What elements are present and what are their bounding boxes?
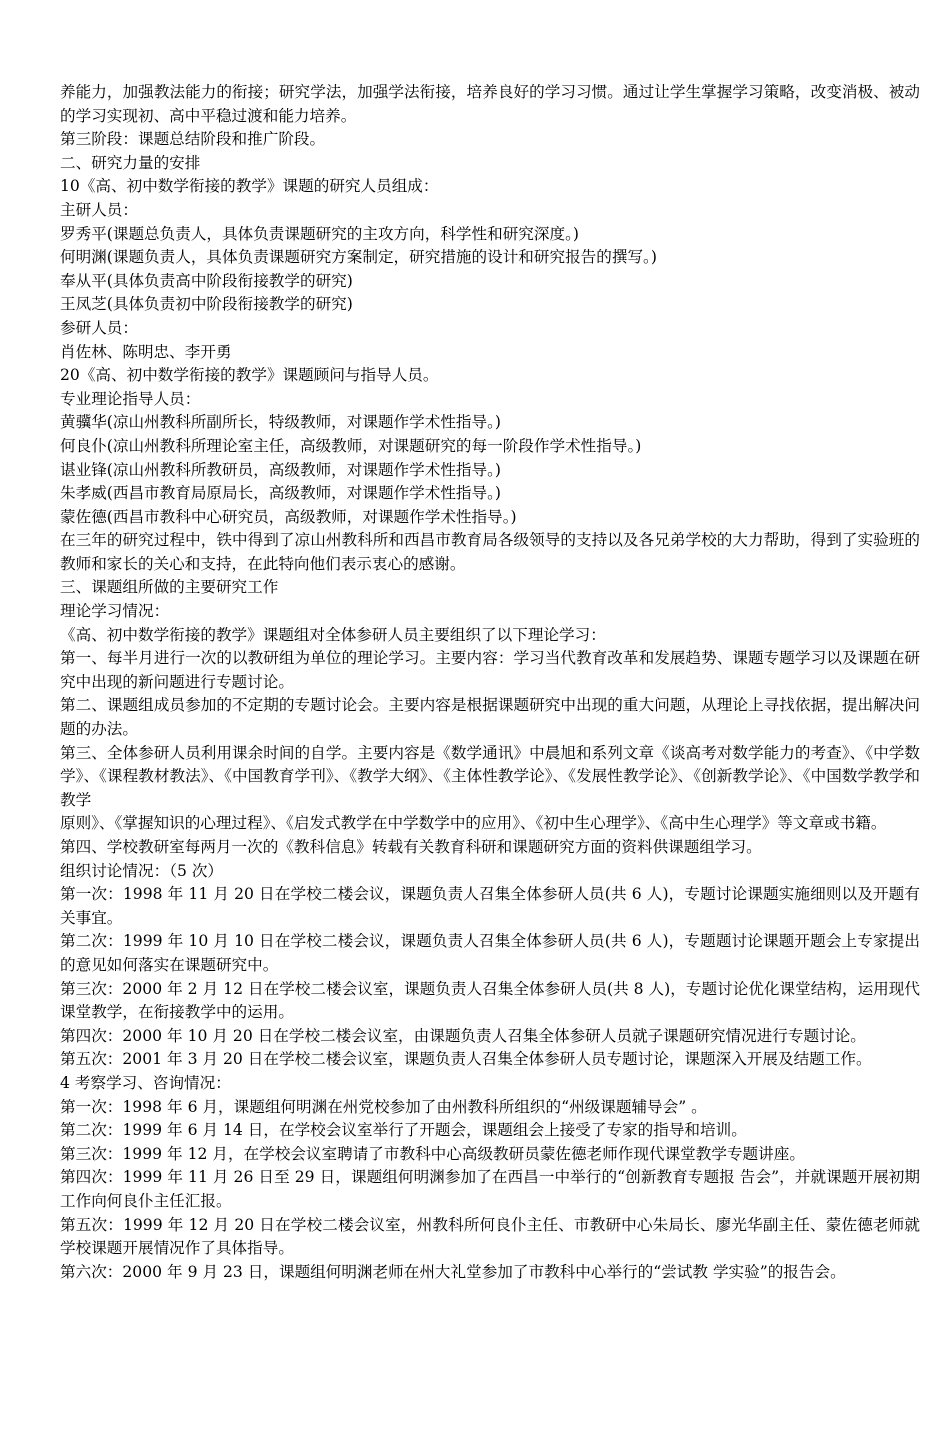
paragraph: 《高、初中数学衔接的教学》课题组对全体参研人员主要组织了以下理论学习：	[60, 625, 606, 644]
paragraph: 罗秀平(课题总负责人，具体负责课题研究的主攻方向，科学性和研究深度。)	[60, 224, 579, 243]
paragraph: 第二次：1999 年 10 月 10 日在学校二楼会议，课题负责人召集全体参研人员(共 6 人)，专题题讨论课题开题会上专家提出的意见如何落实在课题研究中。	[60, 932, 920, 974]
document-body	[60, 81, 920, 1284]
paragraph: 第四次：2000 年 10 月 20 日在学校二楼会议室，由课题负责人召集全体参研人员就子课题研究情况进行专题讨论。	[60, 1026, 866, 1045]
paragraph: 参研人员：	[60, 318, 138, 337]
paragraph: 何良仆(凉山州教科所理论室主任，高级教师，对课题研究的每一阶段作学术性指导。)	[60, 436, 642, 455]
paragraph: 第二、课题组成员参加的不定期的专题讨论会。主要内容是根据课题研究中出现的重大问题，从理论上寻找依据，提出解决问题的办法。	[60, 696, 920, 739]
paragraph: 蒙佐德(西昌市教科中心研究员，高级教师，对课题作学术性指导。)	[60, 507, 517, 526]
paragraph: 黄骥华(凉山州教科所副所长，特级教师，对课题作学术性指导。)	[60, 413, 501, 432]
section-heading: 二、研究力量的安排	[60, 153, 201, 172]
paragraph: 第四、学校教研室每两月一次的《教科信息》转载有关教育科研和课题研究方面的资料供课题组学习。	[60, 838, 762, 856]
paragraph: 第一次：1998 年 11 月 20 日在学校二楼会议，课题负责人召集全体参研人员(共 6 人)，专题讨论课题实施细则以及开题有关事宜。	[60, 885, 920, 927]
section-heading: 三、课题组所做的主要研究工作	[60, 578, 279, 597]
paragraph: 朱孝威(西昌市教育局原局长，高级教师，对课题作学术性指导。)	[60, 484, 501, 503]
paragraph: 第一次：1998 年 6 月，课题组何明渊在州党校参加了由州教科所组织的“州级课题辅导会” 。	[60, 1097, 707, 1116]
paragraph: 组织讨论情况：（5 次）	[60, 861, 224, 880]
paragraph: 养能力，加强教法能力的衔接；研究学法，加强学法衔接，培养良好的学习习惯。通过让学生掌握学习策略，改变消极、被动的学习实现初、高中平稳过渡和能力培养。	[60, 83, 920, 125]
paragraph: 第三次：1999 年 12 月，在学校会议室聘请了市教科中心高级教研员蒙佐德老师作现代课堂教学专题讲座。	[60, 1144, 805, 1163]
paragraph: 第一、每半月进行一次的以教研组为单位的理论学习。主要内容：学习当代教育改革和发展趋势、课题专题学习以及课题在研究中出现的新问题进行专题讨论。	[60, 649, 920, 691]
paragraph: 奉从平(具体负责高中阶段衔接教学的研究)	[60, 271, 353, 290]
paragraph: 专业理论指导人员：	[60, 389, 201, 408]
paragraph: 第三阶段：课题总结阶段和推广阶段。	[60, 130, 326, 149]
paragraph: 第三、全体参研人员利用课余时间的自学。主要内容是《数学通讯》中晨旭和系列文章《谈高考对数学能力的考查》、《中学数学》、《课程教材教法》、《中国教育学刊》、《教学大纲》、《主体性教学论》、《发展性教学论》、《创新教学论》、《中国数学教学和教学	[60, 743, 920, 809]
paragraph: 第二次：1999 年 6 月 14 日，在学校会议室举行了开题会，课题组会上接受了专家的指导和培训。	[60, 1121, 747, 1140]
paragraph: 第三次：2000 年 2 月 12 日在学校二楼会议室，课题负责人召集全体参研人员(共 8 人)，专题讨论优化课堂结构，运用现代课堂教学，在衔接教学中的运用。	[60, 979, 920, 1022]
paragraph: 何明渊(课题负责人，具体负责课题研究方案制定，研究措施的设计和研究报告的撰写。)	[60, 248, 657, 267]
paragraph: 20《高、初中数学衔接的教学》课题顾问与指导人员。	[60, 366, 439, 385]
paragraph: 主研人员：	[60, 200, 138, 219]
paragraph: 理论学习情况：	[60, 602, 170, 621]
paragraph: 10《高、初中数学衔接的教学》课题的研究人员组成：	[60, 177, 439, 196]
paragraph: 第五次：2001 年 3 月 20 日在学校二楼会议室，课题负责人召集全体参研人员专题讨论，课题深入开展及结题工作。	[60, 1050, 872, 1069]
paragraph: 第四次：1999 年 11 月 26 日至 29 日，课题组何明渊参加了在西昌一中举行的“创新教育专题报 告会”，并就课题开展初期工作向何良仆主任汇报。	[60, 1168, 920, 1210]
paragraph: 第六次：2000 年 9 月 23 日，课题组何明渊老师在州大礼堂参加了市教科中心举行的“尝试教 学实验”的报告会。	[60, 1262, 846, 1281]
paragraph: 原则》、《掌握知识的心理过程》、《启发式教学在中学数学中的应用》、《初中生心理学》、《高中生心理学》等文章或书籍。	[60, 814, 887, 833]
paragraph: 肖佐林、陈明忠、李开勇	[60, 342, 232, 361]
paragraph: 谌业锋(凉山州教科所教研员，高级教师，对课题作学术性指导。)	[60, 460, 501, 479]
paragraph: 第五次：1999 年 12 月 20 日在学校二楼会议室，州教科所何良仆主任、市教研中心朱局长、廖光华副主任、蒙佐德老师就学校课题开展情况作了具体指导。	[60, 1215, 920, 1258]
paragraph: 4 考察学习、咨询情况：	[60, 1073, 231, 1092]
paragraph: 王凤芝(具体负责初中阶段衔接教学的研究)	[60, 295, 353, 314]
paragraph: 在三年的研究过程中，铁中得到了凉山州教科所和西昌市教育局各级领导的支持以及各兄弟学校的大力帮助，得到了实验班的教师和家长的关心和支持，在此特向他们表示衷心的感谢。	[60, 531, 920, 573]
